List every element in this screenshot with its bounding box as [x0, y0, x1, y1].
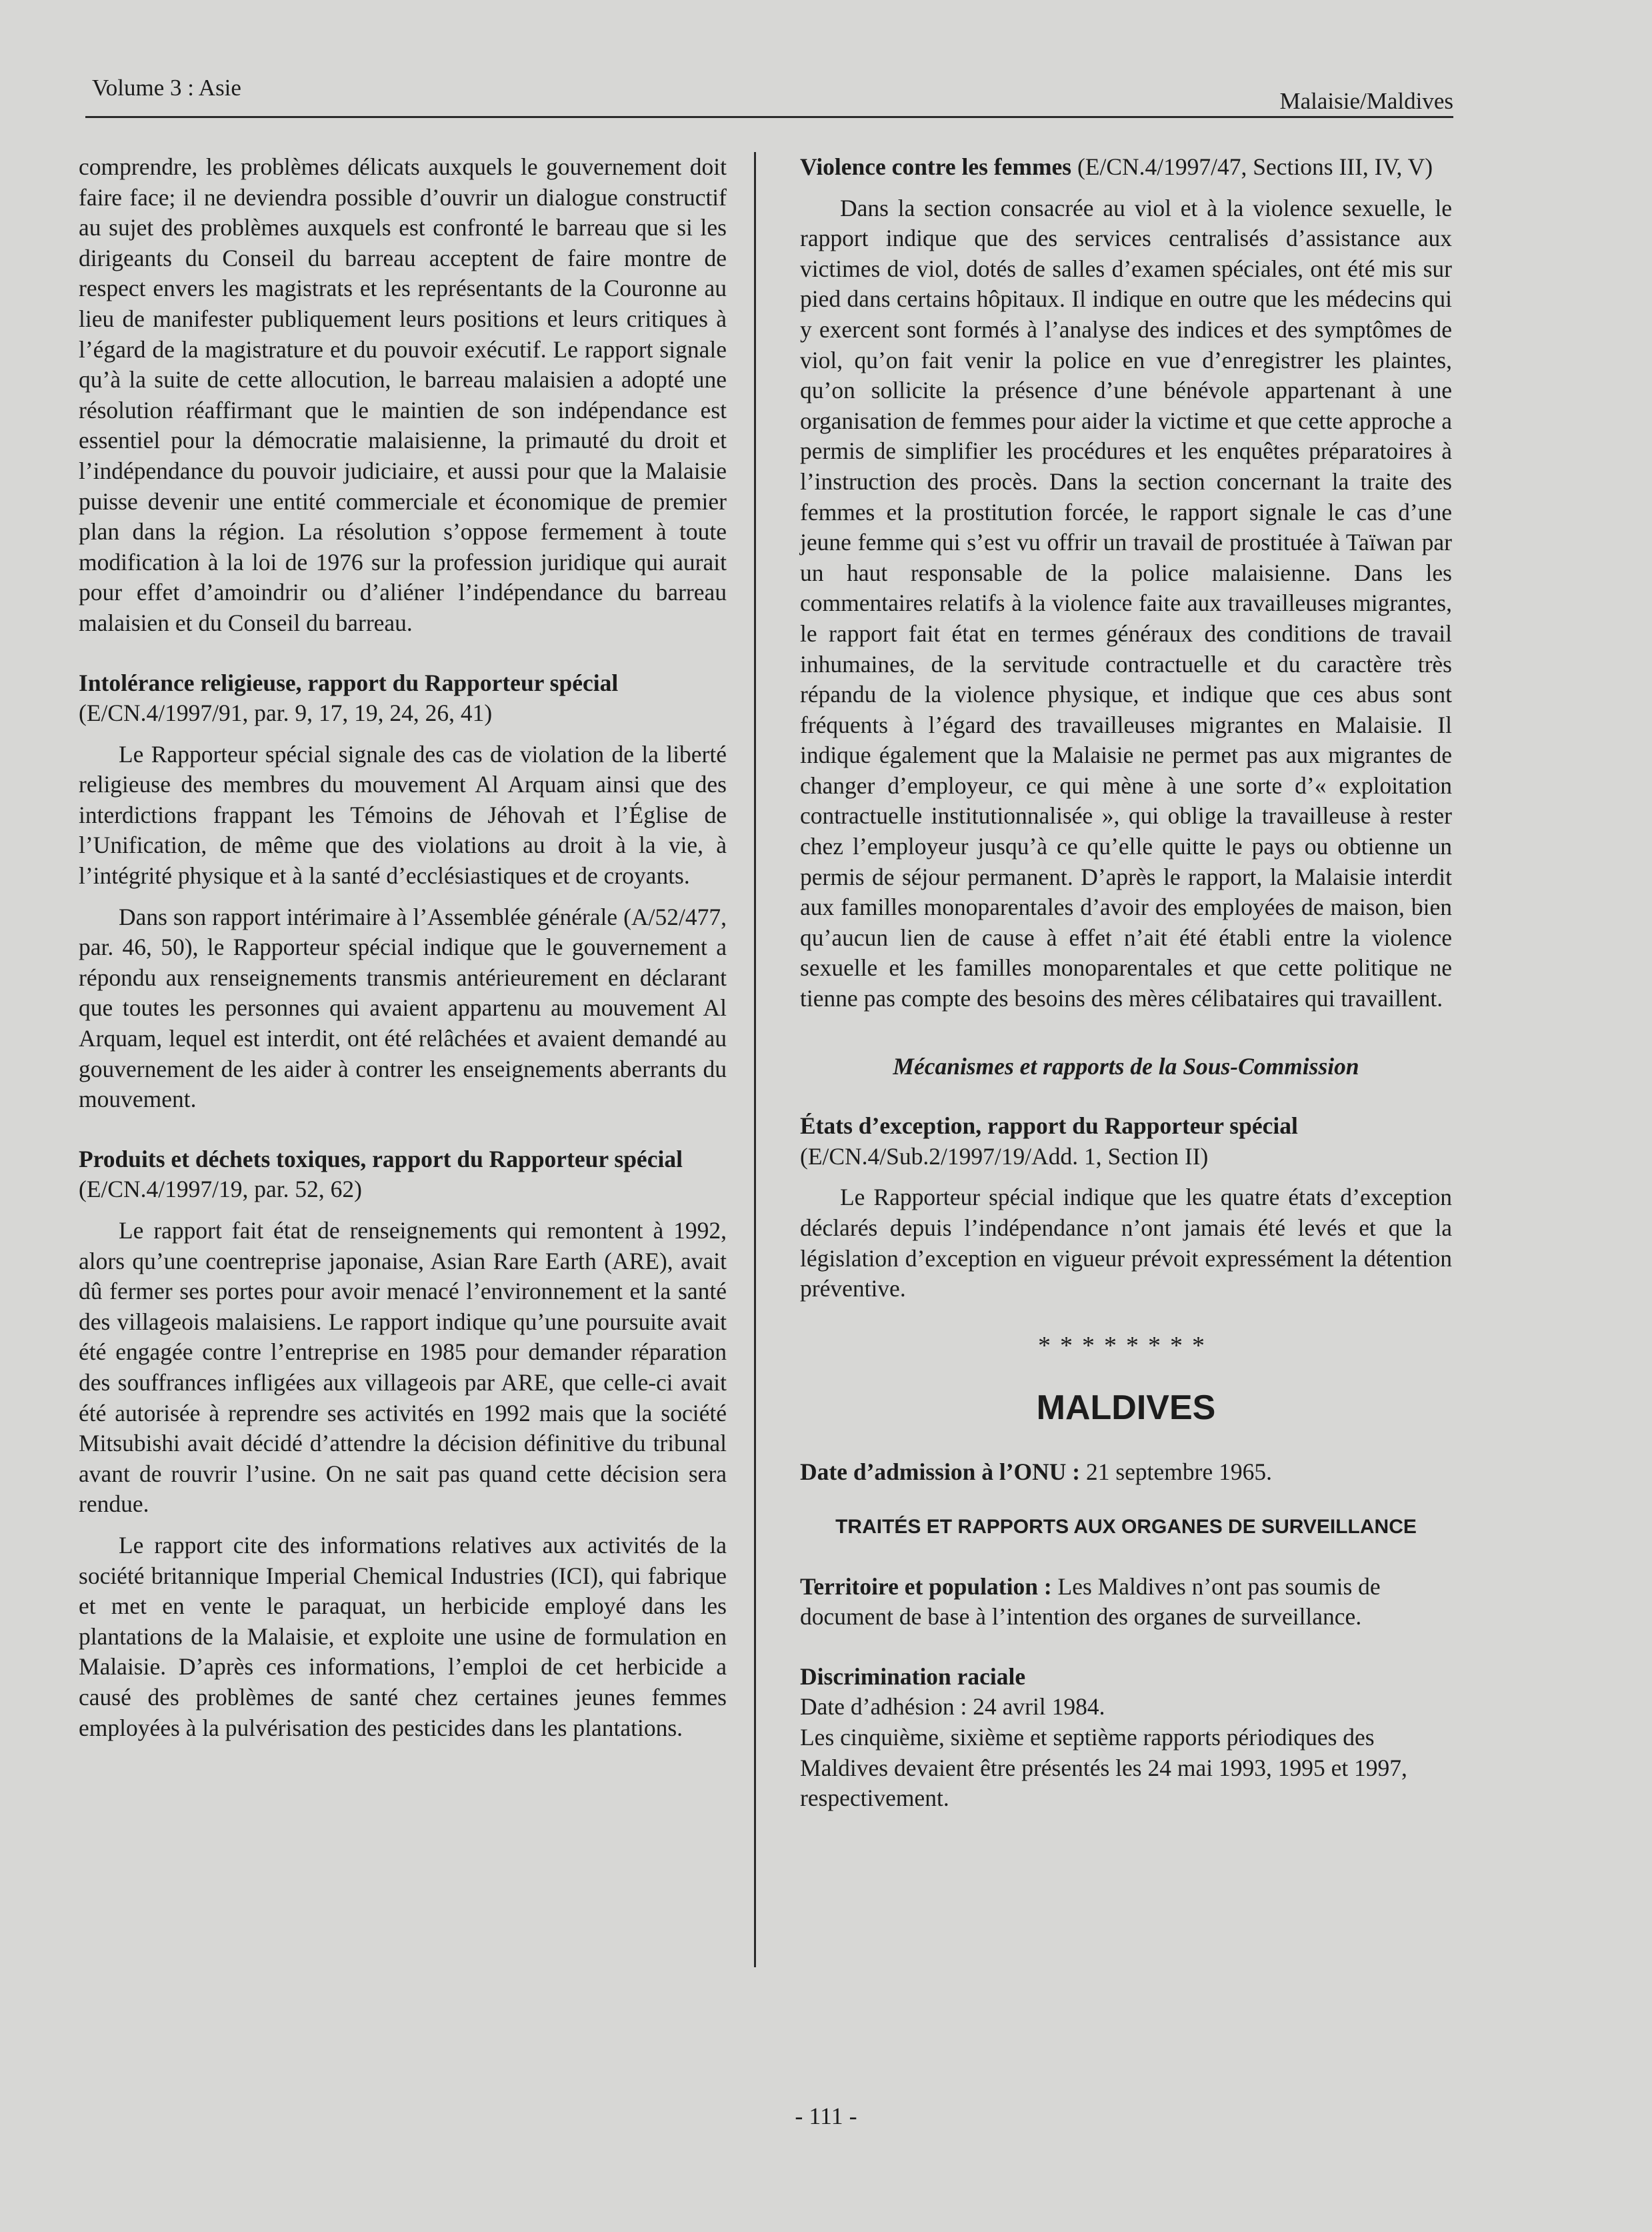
paragraph: Les cinquième, sixième et septième rapports périodiques des Maldives devaient être présentés les 24 mai 1993, 1995 et 1997, respectivement. — [800, 1723, 1407, 1812]
section-title: Discrimination raciale — [800, 1662, 1026, 1690]
country-title: MALDIVES — [1036, 1388, 1216, 1428]
section-heading-toxic-waste — [79, 1144, 727, 1205]
section-heading-states-of-exception — [800, 1111, 1452, 1172]
section-reference: (E/CN.4/Sub.2/1997/19/Add. 1, Section II) — [800, 1142, 1209, 1170]
paragraph: Dans son rapport intérimaire à l’Assemblée générale (A/52/477, par. 46, 50), le Rapporteur spécial indique que le gouvernement a répondu aux renseignements transmis antérieurement en déclarant que toutes les personnes qui avaient appartenu au mouvement Al Arquam, lequel est interdit, ont été relâchées et avaient demandé au gouvernement de les aider à contrer les enseignements aberrants du mouvement. — [79, 903, 727, 1113]
page-number: - 111 - — [795, 2103, 857, 2129]
paragraph: Le rapport cite des informations relatives aux activités de la société britannique Imperial Chemical Industries (ICI), qui fabrique et met en vente le paraquat, un herbicide employé dans les plantations de la Malaisie, et exploite une usine de formulation en Malaisie. D’après ces informations, l’emploi de cet herbicide a causé des problèmes de santé chez certaines jeunes femmes employées à la pulvérisation des pesticides dans les plantations. — [79, 1531, 727, 1741]
section-separator-stars: ******** — [1038, 1331, 1214, 1360]
accession-date: Date d’adhésion : 24 avril 1984. — [800, 1693, 1105, 1721]
column-divider — [754, 152, 756, 1967]
right-column — [800, 152, 1452, 1814]
running-header-left: Volume 3 : Asie — [92, 75, 241, 101]
territory-label: Territoire et population : — [800, 1572, 1052, 1600]
admission-value: 21 septembre 1965. — [1080, 1458, 1272, 1486]
left-column — [79, 152, 727, 1743]
running-header-right: Malaisie/Maldives — [1279, 88, 1453, 114]
paragraph: Dans la section consacrée au viol et à la violence sexuelle, le rapport indique que des services centralisés d’assistance aux victimes de viol, dotés de salles d’examen spéciales, ont été mis sur pied dans certains hôpitaux. Il indique en outre que les médecins qui y exercent sont formés à l’analyse des indices et des symptômes de viol, qu’on fait venir la police en vue d’enregistrer les plaintes, qu’on sollicite la présence d’une bénévole appartenant à une organisation de femmes pour aider la victime et que cette approche a permis de simplifier les procédures et les enquêtes préparatoires à l’instruction des procès. Dans la section concernant la traite des femmes et la prostitution forcée, le rapport signale le cas d’une jeune femme qui s’est vu offrir un travail de prostituée à Taïwan par un haut responsable de la police malaisienne. Dans les commentaires relatifs à la violence faite aux travailleuses migrantes, le rapport fait état en termes généraux des conditions de travail inhumaines, de la servitude contractuelle et du caractère très répandu de la violence physique, et indique que ces abus sont fréquents à l’égard des travailleuses migrantes en Malaisie. Il indique également que la Malaisie ne permet pas aux migrantes de changer d’employeur, ce qui mène à une sorte d’« exploitation contractuelle institutionnalisée », qui oblige la travailleuse à rester chez l’employeur jusqu’à ce qu’elle quitte le pays ou obtienne un permis de séjour permanent. D’après le rapport, la Malaisie interdit aux familles monoparentales d’avoir des employées de maison, bien qu’aucun lien de cause à effet n’ait été établi entre la violence sexuelle et les familles monoparentales et que cette politique ne tienne pas compte des besoins des mères célibataires qui travaillent. — [800, 194, 1452, 1012]
section-reference: (E/CN.4/1997/91, par. 9, 17, 19, 24, 26, 41) — [79, 700, 493, 727]
section-heading-violence-women — [800, 152, 1452, 183]
territory-population — [800, 1572, 1452, 1632]
section-reference: (E/CN.4/1997/47, Sections III, IV, V) — [1071, 153, 1433, 180]
treaties-heading: TRAITÉS ET RAPPORTS AUX ORGANES DE SURVEILLANCE — [835, 1515, 1417, 1538]
paragraph: Le rapport fait état de renseignements qui remontent à 1992, alors qu’une coentreprise japonaise, Asian Rare Earth (ARE), avait dû fermer ses portes pour avoir menacé l’environnement et la santé des villageois malaisiens. Le rapport indique qu’une poursuite avait été engagée contre l’entreprise en 1985 pour demander réparation des souffrances infligées aux villageois par ARE, que celle-ci avait été autorisée à reprendre ses activités en 1992 mais que la société Mitsubishi avait décidé d’attendre la décision définitive du tribunal avant de rouvrir l’usine. On ne sait pas quand cette décision sera rendue. — [79, 1217, 727, 1518]
admission-date — [800, 1457, 1452, 1488]
territory-value: Les Maldives n’ont pas soumis de document de base à l’intention des organes de surveillance. — [800, 1572, 1381, 1630]
paragraph: Le Rapporteur spécial signale des cas de violation de la liberté religieuse des membres du mouvement Al Arquam ainsi que des interdictions frappant les Témoins de Jéhovah et l’Église de l’Unification, de même que des violations au droit à la vie, à l’intégrité physique et à la santé d’ecclésiastiques et de croyants. — [79, 740, 727, 890]
section-title: Produits et déchets toxiques, rapport du Rapporteur spécial — [79, 1145, 683, 1172]
section-reference: (E/CN.4/1997/19, par. 52, 62) — [79, 1176, 362, 1203]
racial-discrimination-heading — [800, 1662, 1452, 1693]
header-divider — [85, 116, 1453, 118]
section-title: Violence contre les femmes — [800, 153, 1072, 180]
section-heading-religious-intolerance — [79, 668, 727, 729]
section-title: Intolérance religieuse, rapport du Rapporteur spécial — [79, 669, 619, 696]
section-title: États d’exception, rapport du Rapporteur spécial — [800, 1112, 1298, 1140]
admission-label: Date d’admission à l’ONU : — [800, 1458, 1081, 1486]
subcommission-heading: Mécanismes et rapports de la Sous-Commission — [893, 1052, 1359, 1080]
continued-paragraph: comprendre, les problèmes délicats auxquels le gouvernement doit faire face; il ne deviendra possible d’ouvrir un dialogue constructif au sujet des problèmes auxquels est confronté le barreau que si les dirigeants du Conseil du barreau acceptent de faire montre de respect envers les magistrats et les représentants de la Couronne au lieu de manifester publiquement leurs positions et leurs critiques à l’égard de la magistrature et du pouvoir exécutif. Le rapport signale qu’à la suite de cette allocution, le barreau malaisien a adopté une résolution réaffirmant que le maintien de son indépendance est essentiel pour la démocratie malaisienne, la primauté du droit et l’indépendance du pouvoir judiciaire, et aussi pour que la Malaisie puisse devenir une entité commerciale et économique de premier plan dans la région. La résolution s’oppose fermement à toute modification à la loi de 1976 sur la profession juridique qui aurait pour effet d’amoindrir ou d’aliéner l’indépendance du barreau malaisien et du Conseil du barreau. — [79, 153, 727, 636]
paragraph: Le Rapporteur spécial indique que les quatre états d’exception déclarés depuis l’indépendance n’ont jamais été levés et que la législation d’exception en vigueur prévoit expressément la détention préventive. — [800, 1184, 1452, 1302]
